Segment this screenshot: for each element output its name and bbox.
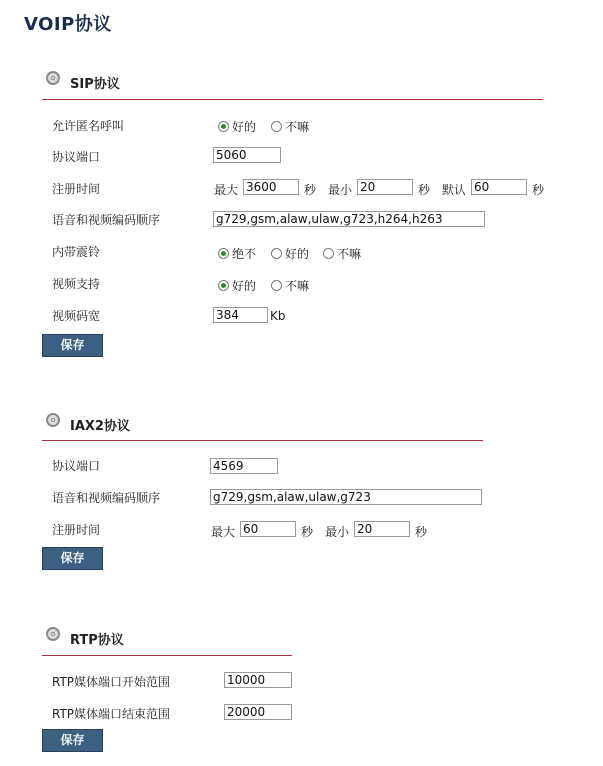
gear-icon: [46, 71, 60, 85]
iax2-register-label: 注册时间: [52, 523, 101, 537]
sip-port-input[interactable]: [213, 147, 281, 163]
inband-ring-label: 内带震铃: [52, 245, 101, 259]
video-bitrate-input[interactable]: [213, 307, 268, 323]
sip-register-min-label: 最小: [328, 183, 353, 197]
video-support-yes-option[interactable]: 好的: [218, 277, 256, 294]
iax2-register-min-unit: 秒: [415, 525, 428, 539]
iax2-section-title: IAX2协议: [70, 419, 130, 434]
iax2-register-max-input[interactable]: [240, 521, 296, 537]
sip-register-default-label: 默认: [442, 183, 467, 197]
iax2-register-max-unit: 秒: [301, 525, 314, 539]
iax2-register-min-input[interactable]: [354, 521, 410, 537]
page-title: VOIP协议: [24, 14, 112, 35]
gear-icon: [46, 627, 60, 641]
anonymous-call-yes-radio[interactable]: [218, 121, 229, 132]
rtp-end-input[interactable]: [224, 704, 292, 720]
gear-icon: [46, 413, 60, 427]
sip-register-default-input[interactable]: [471, 179, 527, 195]
sip-register-min-input[interactable]: [357, 179, 413, 195]
inband-ring-yes-radio[interactable]: [271, 248, 282, 259]
iax2-register-max-label: 最大: [211, 525, 236, 539]
iax2-codec-label: 语音和视频编码顺序: [52, 491, 161, 505]
rtp-start-label: RTP媒体端口开始范围: [52, 675, 171, 689]
sip-save-button[interactable]: 保存: [42, 334, 103, 357]
inband-ring-yes-option[interactable]: 好的: [271, 245, 309, 262]
rtp-save-button[interactable]: 保存: [42, 729, 103, 752]
sip-port-label: 协议端口: [52, 150, 101, 164]
sip-register-max-input[interactable]: [243, 179, 299, 195]
inband-ring-never-option[interactable]: 绝不: [218, 245, 256, 262]
iax2-save-button[interactable]: 保存: [42, 547, 103, 570]
inband-ring-no-radio[interactable]: [323, 248, 334, 259]
iax2-port-label: 协议端口: [52, 459, 101, 473]
rtp-section-title: RTP协议: [70, 633, 124, 648]
video-bitrate-unit: Kb: [270, 309, 286, 323]
sip-section-title: SIP协议: [70, 77, 120, 92]
video-support-no-option[interactable]: 不嘛: [271, 277, 309, 294]
sip-codec-label: 语音和视频编码顺序: [52, 213, 161, 227]
iax2-codec-input[interactable]: [210, 489, 482, 505]
iax2-register-min-label: 最小: [325, 525, 350, 539]
inband-ring-no-option[interactable]: 不嘛: [323, 245, 361, 262]
iax2-port-input[interactable]: [210, 458, 278, 474]
inband-ring-never-radio[interactable]: [218, 248, 229, 259]
anonymous-call-yes-option[interactable]: 好的: [218, 118, 256, 135]
rtp-start-input[interactable]: [224, 672, 292, 688]
sip-register-label: 注册时间: [52, 182, 101, 196]
sip-register-min-unit: 秒: [418, 183, 431, 197]
iax2-divider: [42, 440, 483, 441]
video-bitrate-label: 视频码宽: [52, 309, 101, 323]
sip-codec-input[interactable]: [213, 211, 485, 227]
rtp-end-label: RTP媒体端口结束范围: [52, 707, 171, 721]
anonymous-call-no-radio[interactable]: [271, 121, 282, 132]
sip-register-default-unit: 秒: [532, 183, 545, 197]
rtp-divider: [42, 655, 292, 656]
video-support-no-radio[interactable]: [271, 280, 282, 291]
video-support-label: 视频支持: [52, 277, 101, 291]
video-support-yes-radio[interactable]: [218, 280, 229, 291]
sip-register-max-label: 最大: [214, 183, 239, 197]
anonymous-call-label: 允许匿名呼叫: [52, 119, 125, 133]
anonymous-call-no-option[interactable]: 不嘛: [271, 118, 309, 135]
sip-register-max-unit: 秒: [304, 183, 317, 197]
sip-divider: [42, 99, 543, 100]
